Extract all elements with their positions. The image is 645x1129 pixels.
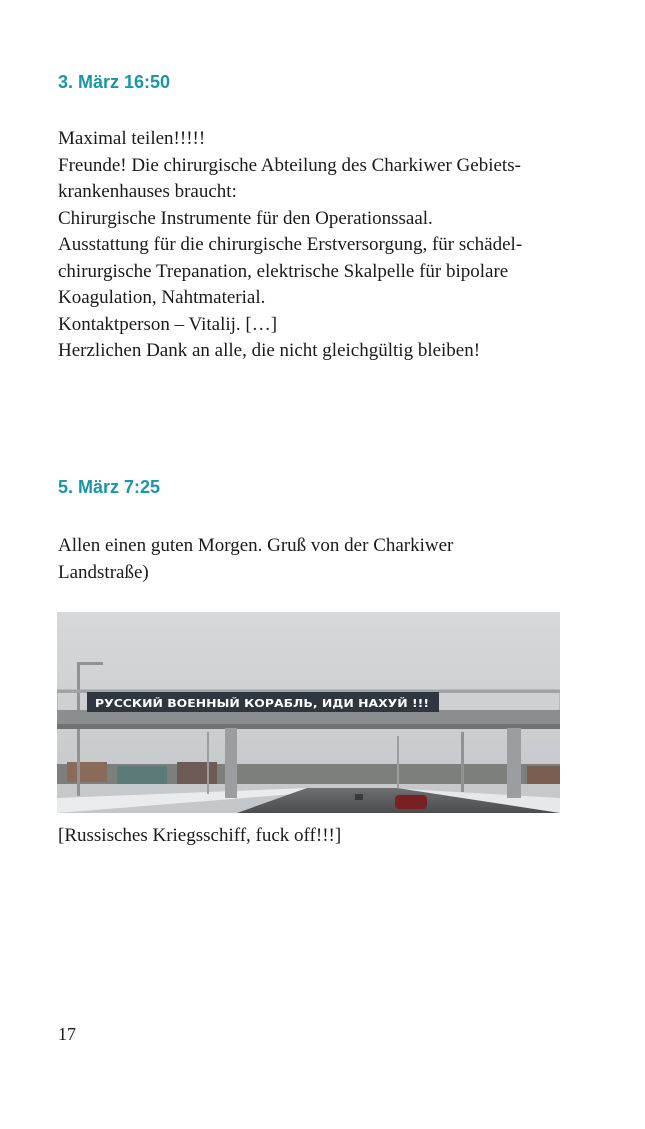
text-line: krankenhauses braucht: [58,181,237,202]
entry-text-march-3 [58,126,578,365]
highway-bridge-photo [57,612,560,813]
text-line: Freunde! Die chirurgische Abteilung des Charkiwer Gebiets- [58,154,521,176]
text-line: Kontaktperson – Vitalij. […] [58,313,278,335]
text-line: Landstraße) [58,561,149,583]
entry-heading-march-3: 3. März 16:50 [58,72,171,92]
text-line: Koagulation, Nahtmaterial. [58,287,266,308]
text-line: Maximal teilen!!!!! [58,128,206,149]
photo-caption: [Russisches Kriegsschiff, fuck off!!!] [58,825,342,846]
text-line: Herzlichen Dank an alle, die nicht gleichgültig bleiben! [58,340,481,361]
text-line: Allen einen guten Morgen. Gruß von der Charkiwer [58,535,454,556]
banner-text: РУССКИЙ ВОЕННЫЙ КОРАБЛЬ, ИДИ НАХУЙ !!! [95,697,429,710]
text-line: Ausstattung für die chirurgische Erstversorgung, für schädel- [58,234,523,255]
page-number: 17 [58,1024,76,1044]
text-line: chirurgische Trepanation, elektrische Skalpelle für bipolare [58,260,509,282]
entry-text-march-5 [58,533,578,586]
text-line: Chirurgische Instrumente für den Operationssaal. [58,207,433,229]
entry-heading-march-5: 5. März 7:25 [58,477,161,497]
